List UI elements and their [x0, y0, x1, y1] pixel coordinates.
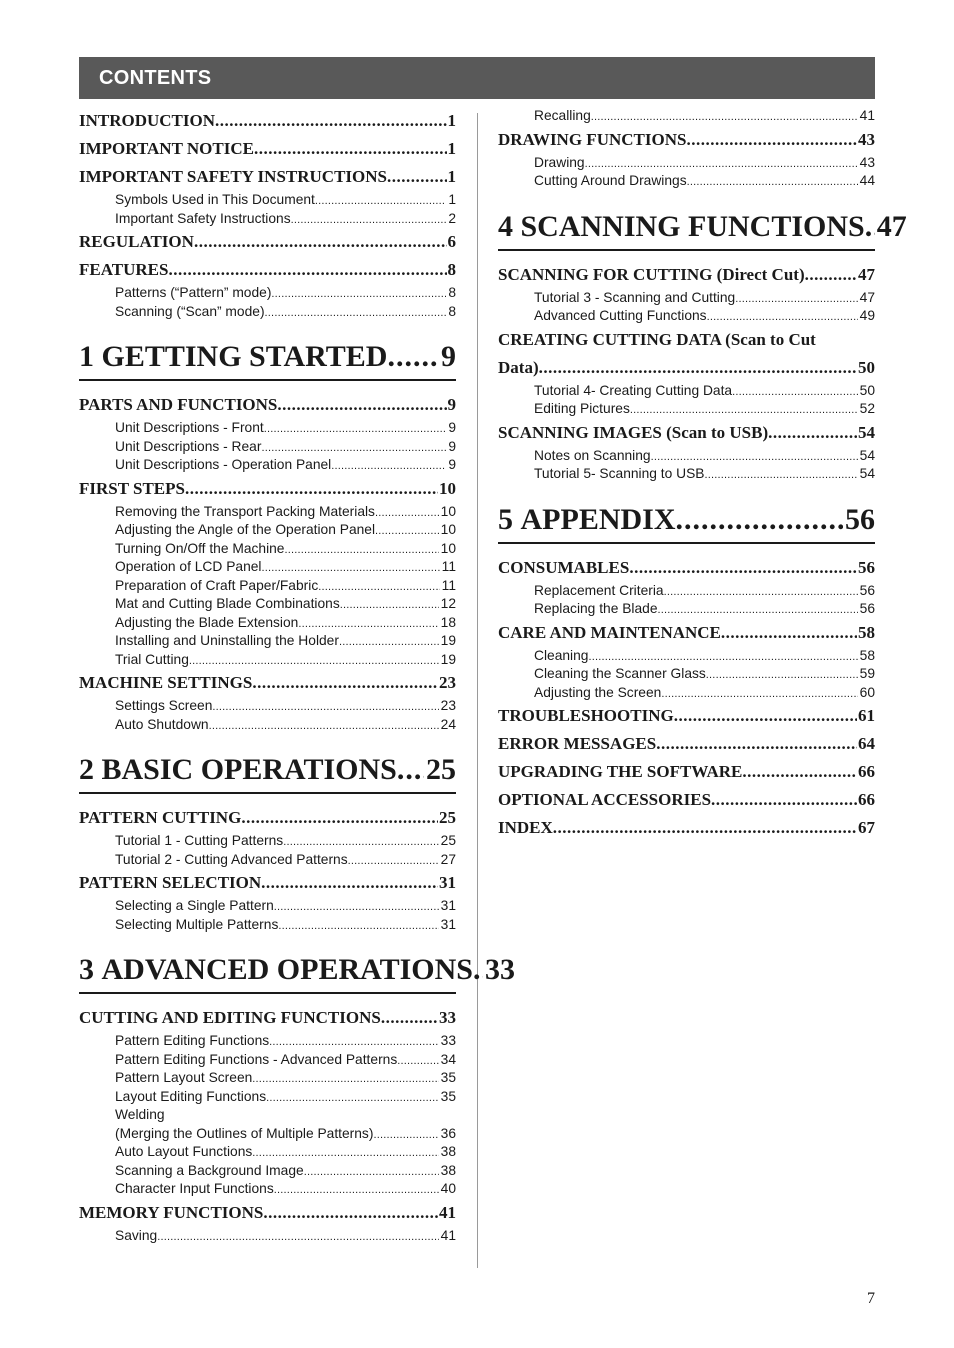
toc-entry-important-safety-instructions[interactable]: IMPORTANT SAFETY INSTRUCTIONS ..... 1	[79, 163, 456, 191]
toc-subentry-scanner-glass[interactable]: Cleaning the Scanner Glass ..... 59	[498, 665, 875, 684]
toc-subentry-layout-screen[interactable]: Pattern Layout Screen ..... 35	[79, 1069, 456, 1088]
chapter-heading-2[interactable]: 2 BASIC OPERATIONS ..... 25	[79, 748, 456, 794]
toc-subentry-replacing-blade[interactable]: Replacing the Blade ..... 56	[498, 600, 875, 619]
toc-subentry-tutorial-5[interactable]: Tutorial 5- Scanning to USB ..... 54	[498, 465, 875, 484]
toc-subentry-on-off[interactable]: Turning On/Off the Machine ..... 10	[79, 540, 456, 559]
toc-entry-introduction[interactable]: INTRODUCTION ..... 1	[79, 107, 456, 135]
toc-entry-creating-cutting-data-line1[interactable]: CREATING CUTTING DATA (Scan to Cut	[498, 329, 816, 349]
toc-column-right	[498, 107, 907, 842]
toc-subentry-lcd[interactable]: Operation of LCD Panel ..... 11	[79, 558, 456, 577]
toc-subentry-craft-paper[interactable]: Preparation of Craft Paper/Fabric ..... 11	[79, 577, 456, 596]
toc-subentry-tutorial-4[interactable]: Tutorial 4- Creating Cutting Data ..... 50	[498, 382, 875, 401]
chapter-heading-3[interactable]: 3 ADVANCED OPERATIONS ..... 33	[79, 948, 456, 994]
toc-entry-regulation[interactable]: REGULATION ..... 6	[79, 228, 456, 256]
toc-entry-drawing-functions[interactable]: DRAWING FUNCTIONS ..... 43	[498, 126, 875, 154]
toc-subentry-replacement-criteria[interactable]: Replacement Criteria ..... 56	[498, 582, 875, 601]
toc-subentry-rear[interactable]: Unit Descriptions - Rear ..... 9	[79, 438, 456, 457]
toc-entry-machine-settings[interactable]: MACHINE SETTINGS ..... 23	[79, 669, 456, 697]
toc-subentry-operation-panel[interactable]: Unit Descriptions - Operation Panel ..... 9	[79, 456, 456, 475]
toc-entry-scan-to-usb[interactable]: SCANNING IMAGES (Scan to USB) ..... 54	[498, 419, 875, 447]
toc-subentry-front[interactable]: Unit Descriptions - Front ..... 9	[79, 419, 456, 438]
toc-subentry-scan-mode[interactable]: Scanning (“Scan” mode) ..... 8	[79, 303, 456, 322]
toc-entry-consumables[interactable]: CONSUMABLES ..... 56	[498, 554, 875, 582]
contents-banner	[79, 57, 875, 99]
toc-subentry-tutorial-3[interactable]: Tutorial 3 - Scanning and Cutting ..... 47	[498, 289, 875, 308]
toc-subentry-recalling[interactable]: Recalling ..... 41	[498, 107, 875, 126]
chapter-heading-5[interactable]: 5 APPENDIX ..... 56	[498, 498, 875, 544]
toc-entry-features[interactable]: FEATURES ..... 8	[79, 256, 456, 284]
toc-column-left	[79, 107, 515, 1245]
toc-subentry-pattern-editing-advanced[interactable]: Pattern Editing Functions - Advanced Patterns ..... 34	[79, 1051, 456, 1070]
chapter-heading-1[interactable]: 1 GETTING STARTED ..... 9	[79, 335, 456, 381]
toc-subentry-settings-screen[interactable]: Settings Screen ..... 23	[79, 697, 456, 716]
toc-subentry-layout-editing[interactable]: Layout Editing Functions ..... 35	[79, 1088, 456, 1107]
toc-subentry-merging-outlines[interactable]: (Merging the Outlines of Multiple Patterns) ..... 36	[79, 1125, 456, 1144]
contents-title: CONTENTS	[99, 67, 212, 89]
toc-subentry-advanced-cutting[interactable]: Advanced Cutting Functions ..... 49	[498, 307, 875, 326]
toc-entry-optional-accessories[interactable]: OPTIONAL ACCESSORIES ..... 66	[498, 786, 875, 814]
toc-subentry-holder[interactable]: Installing and Uninstalling the Holder ..... 19	[79, 632, 456, 651]
toc-subentry-symbols[interactable]: Symbols Used in This Document ..... 1	[79, 191, 456, 210]
toc-subentry-cleaning[interactable]: Cleaning ..... 58	[498, 647, 875, 666]
toc-subentry-packing[interactable]: Removing the Transport Packing Materials ..... 10	[79, 503, 456, 522]
toc-entry-important-notice[interactable]: IMPORTANT NOTICE ..... 1	[79, 135, 456, 163]
toc-entry-troubleshooting[interactable]: TROUBLESHOOTING ..... 61	[498, 702, 875, 730]
toc-subentry-tutorial-1[interactable]: Tutorial 1 - Cutting Patterns ..... 25	[79, 832, 456, 851]
toc-subentry-blade-extension[interactable]: Adjusting the Blade Extension ..... 18	[79, 614, 456, 633]
toc-subentry-pattern-editing[interactable]: Pattern Editing Functions ..... 33	[79, 1032, 456, 1051]
toc-subentry-auto-shutdown[interactable]: Auto Shutdown ..... 24	[79, 716, 456, 735]
toc-entry-index[interactable]: INDEX ..... 67	[498, 814, 875, 842]
toc-entry-cutting-editing[interactable]: CUTTING AND EDITING FUNCTIONS ..... 33	[79, 1004, 456, 1032]
toc-subentry-background-image[interactable]: Scanning a Background Image ..... 38	[79, 1162, 456, 1181]
column-divider	[477, 113, 478, 1268]
toc-subentry-drawing[interactable]: Drawing ..... 43	[498, 154, 875, 173]
toc-subentry-character-input[interactable]: Character Input Functions ..... 40	[79, 1180, 456, 1199]
toc-entry-error-messages[interactable]: ERROR MESSAGES ..... 64	[498, 730, 875, 758]
toc-entry-care-maintenance[interactable]: CARE AND MAINTENANCE ..... 58	[498, 619, 875, 647]
toc-subentry-editing-pictures[interactable]: Editing Pictures ..... 52	[498, 400, 875, 419]
toc-entry-creating-cutting-data[interactable]: Data) ..... 50	[498, 354, 875, 382]
page-number: 7	[867, 1290, 875, 1307]
chapter-heading-4[interactable]: 4 SCANNING FUNCTIONS ..... 47	[498, 205, 875, 251]
toc-subentry-pattern-mode[interactable]: Patterns (“Pattern” mode) ..... 8	[79, 284, 456, 303]
toc-entry-upgrading-software[interactable]: UPGRADING THE SOFTWARE ..... 66	[498, 758, 875, 786]
toc-subentry-saving[interactable]: Saving ..... 41	[79, 1227, 456, 1246]
toc-subentry-auto-layout[interactable]: Auto Layout Functions ..... 38	[79, 1143, 456, 1162]
toc-entry-pattern-cutting[interactable]: PATTERN CUTTING ..... 25	[79, 804, 456, 832]
toc-subentry-welding[interactable]: Welding	[115, 1107, 165, 1122]
toc-subentry-notes-on-scanning[interactable]: Notes on Scanning ..... 54	[498, 447, 875, 466]
toc-subentry-adjusting-screen[interactable]: Adjusting the Screen ..... 60	[498, 684, 875, 703]
toc-subentry-single-pattern[interactable]: Selecting a Single Pattern ..... 31	[79, 897, 456, 916]
toc-subentry-multiple-patterns[interactable]: Selecting Multiple Patterns ..... 31	[79, 916, 456, 935]
toc-entry-memory-functions[interactable]: MEMORY FUNCTIONS ..... 41	[79, 1199, 456, 1227]
toc-entry-direct-cut[interactable]: SCANNING FOR CUTTING (Direct Cut) ..... 47	[498, 261, 875, 289]
toc-subentry-angle[interactable]: Adjusting the Angle of the Operation Panel ..... 10	[79, 521, 456, 540]
toc-subentry-cutting-around-drawings[interactable]: Cutting Around Drawings ..... 44	[498, 172, 875, 191]
toc-subentry-tutorial-2[interactable]: Tutorial 2 - Cutting Advanced Patterns ..... 27	[79, 851, 456, 870]
toc-entry-parts-and-functions[interactable]: PARTS AND FUNCTIONS ..... 9	[79, 391, 456, 419]
toc-subentry-mat-blade[interactable]: Mat and Cutting Blade Combinations ..... 12	[79, 595, 456, 614]
toc-entry-first-steps[interactable]: FIRST STEPS ..... 10	[79, 475, 456, 503]
toc-subentry-safety[interactable]: Important Safety Instructions ..... 2	[79, 210, 456, 229]
toc-entry-pattern-selection[interactable]: PATTERN SELECTION ..... 31	[79, 869, 456, 897]
toc-subentry-trial-cutting[interactable]: Trial Cutting ..... 19	[79, 651, 456, 670]
